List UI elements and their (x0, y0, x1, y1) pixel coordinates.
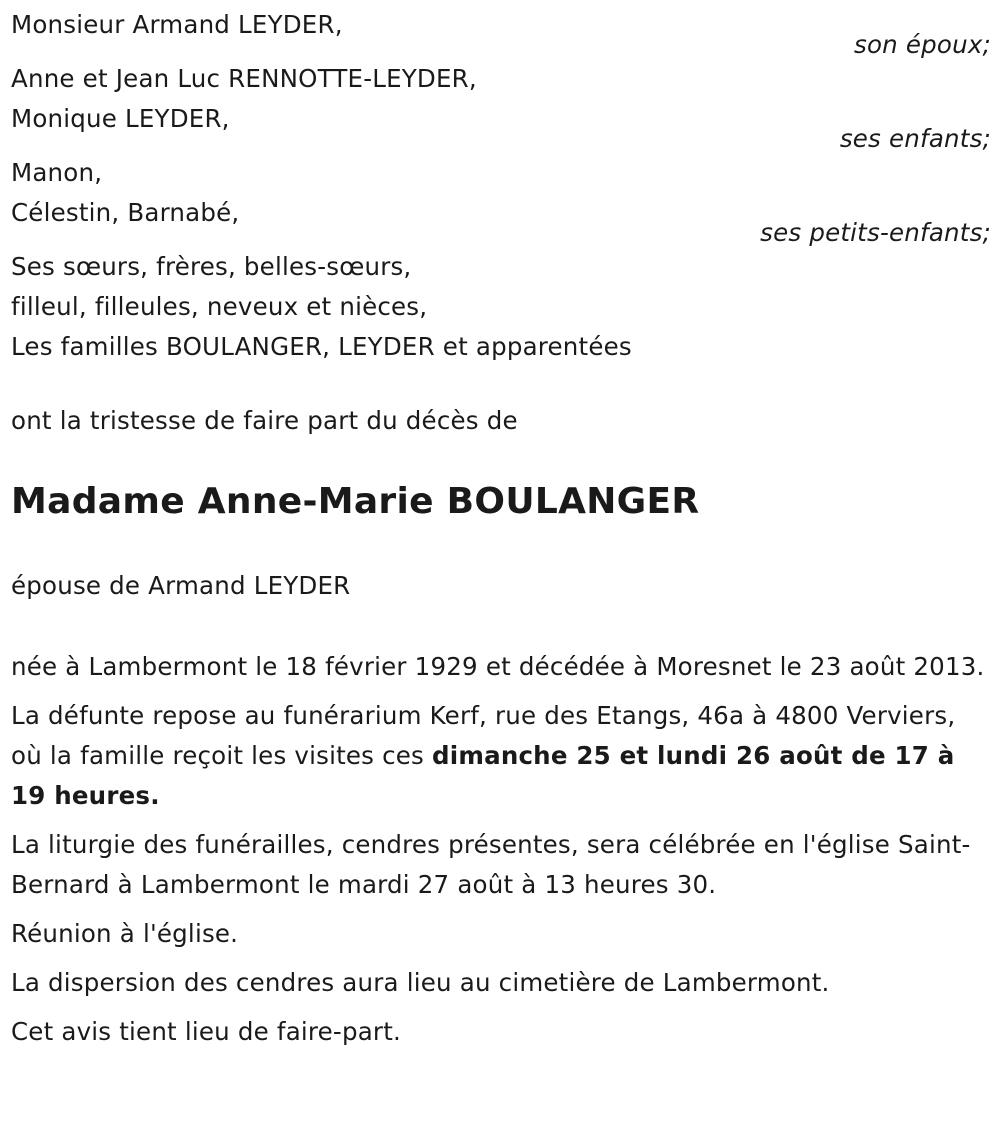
family-line: Les familles BOULANGER, LEYDER et apparentées (11, 332, 632, 361)
family-line: filleul, filleules, neveux et nièces, (11, 292, 428, 321)
visitation-times: dimanche 25 et lundi 26 août de 17 à 19 heures. (11, 741, 955, 810)
notice-paragraph: Cet avis tient lieu de faire-part. (11, 1017, 401, 1046)
meeting-paragraph: Réunion à l'église. (11, 919, 239, 948)
extended-family-group (11, 247, 991, 367)
birth-death-paragraph: née à Lambermont le 18 février 1929 et décédée à Moresnet le 23 août 2013. (11, 652, 985, 681)
spouse-line: épouse de Armand LEYDER (11, 571, 351, 600)
spouse-group (11, 5, 991, 59)
grandchildren-group (11, 153, 991, 247)
family-line: Monique LEYDER, (11, 104, 230, 133)
family-line: Anne et Jean Luc RENNOTTE-LEYDER, (11, 64, 477, 93)
obituary-notice (11, 0, 991, 1052)
family-line: Manon, (11, 158, 103, 187)
relation-label: ses petits-enfants; (760, 218, 991, 247)
announcement-text: ont la tristesse de faire part du décès de (11, 406, 518, 435)
relation-label: ses enfants; (839, 124, 991, 153)
ashes-paragraph: La dispersion des cendres aura lieu au cimetière de Lambermont. (11, 968, 830, 997)
deceased-name: Madame Anne-Marie BOULANGER (11, 481, 700, 522)
family-line: Célestin, Barnabé, (11, 198, 240, 227)
relation-label: son époux; (854, 30, 991, 59)
family-line: Ses sœurs, frères, belles-sœurs, (11, 252, 412, 281)
visitation-paragraph (11, 696, 991, 816)
visitation-text: La défunte repose au funérarium Kerf, rue des Etangs, 46a à 4800 Verviers, où la famille reçoit les visites ces (11, 701, 956, 770)
liturgy-paragraph: La liturgie des funérailles, cendres présentes, sera célébrée en l'église Saint-Bernard à Lambermont le mardi 27 août à 13 heures 30. (11, 830, 971, 899)
children-group (11, 59, 991, 153)
family-line: Monsieur Armand LEYDER, (11, 10, 343, 39)
